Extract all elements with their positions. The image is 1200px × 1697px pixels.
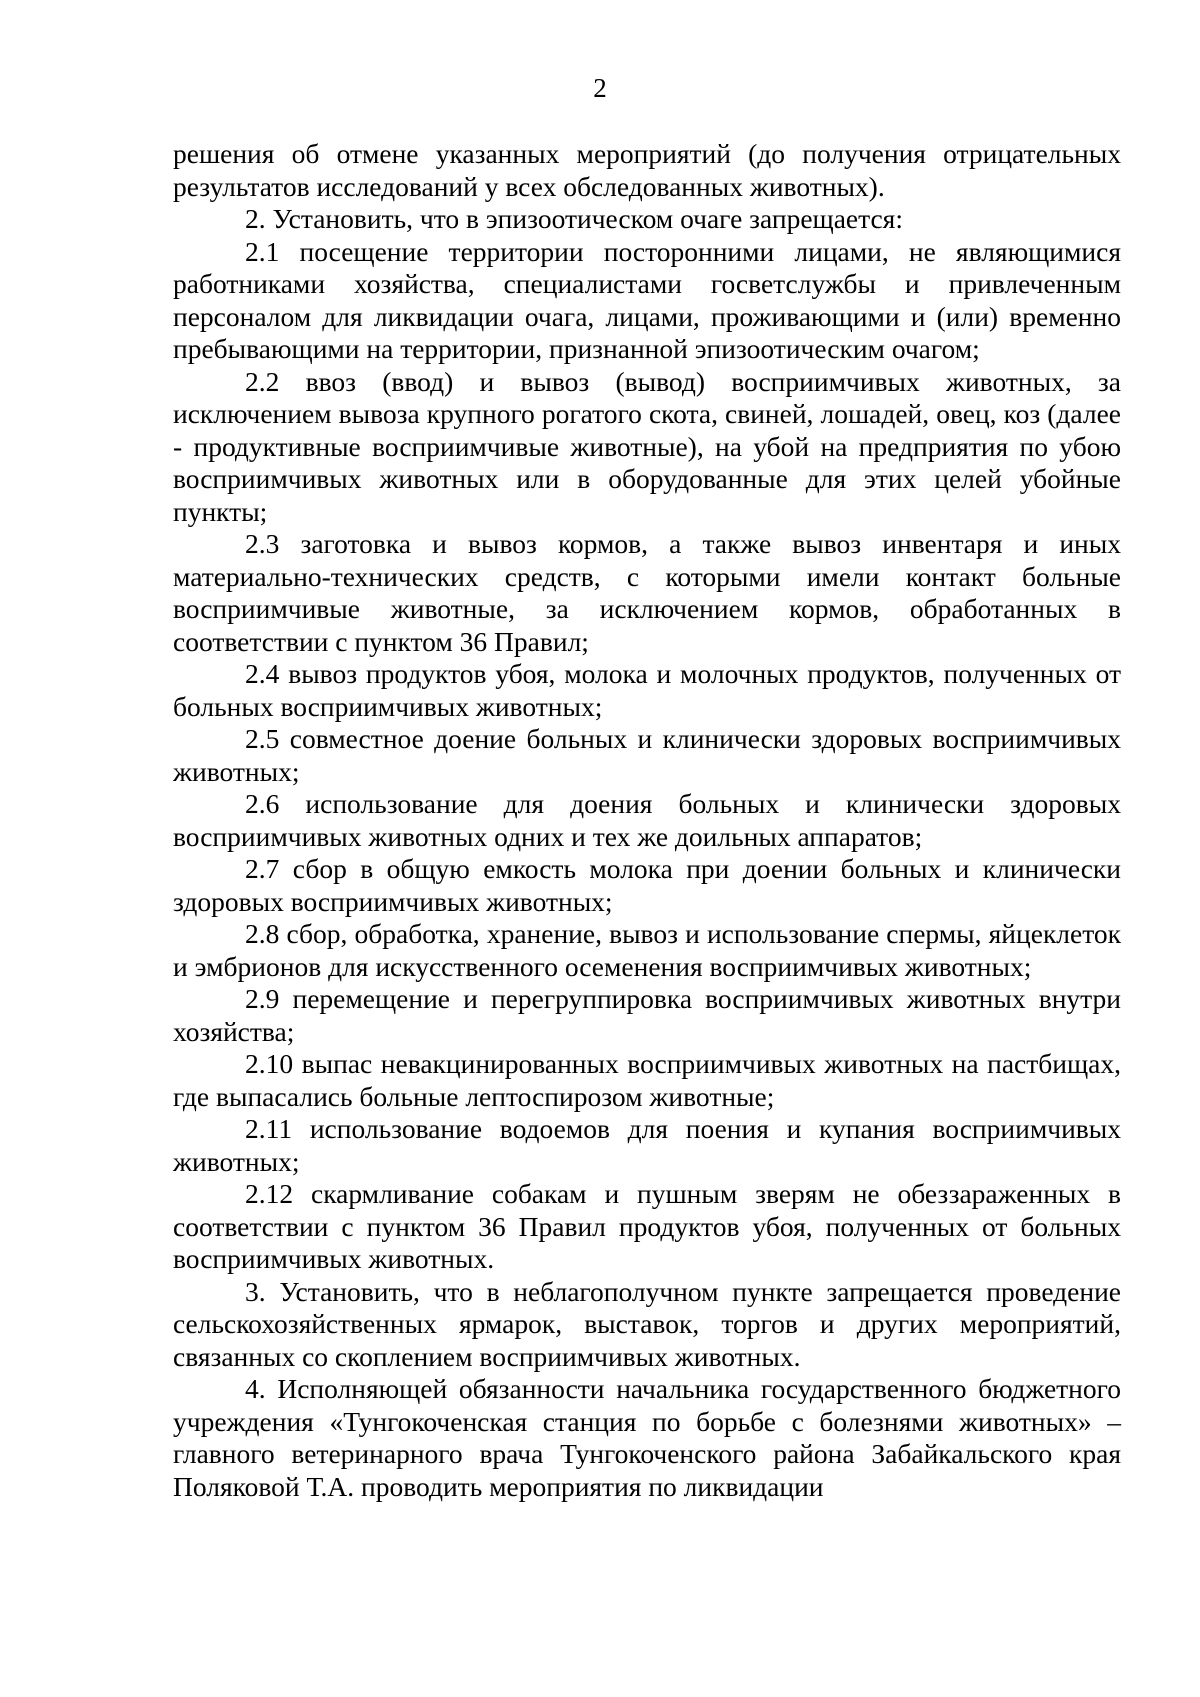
- paragraph-item-2-8: 2.8 сбор, обработка, хранение, вывоз и использование спермы, яйцеклеток и эмбрионов для искусственного осеменения восприимчивых животных;: [173, 918, 1121, 982]
- paragraph-item-2-4: 2.4 вывоз продуктов убоя, молока и молочных продуктов, полученных от больных восприимчивых животных;: [173, 658, 1121, 722]
- paragraph-item-2-2: 2.2 ввоз (ввод) и вывоз (вывод) восприимчивых животных, за исключением вывоза крупного рогатого скота, свиней, лошадей, овец, коз (далее - продуктивные восприимчивые животные), на убой на предприятия по убою восприимчивых животных или в оборудованные для этих целей убойные пункты;: [173, 365, 1121, 527]
- paragraph-item-2-6: 2.6 использование для доения больных и клинически здоровых восприимчивых животных одних и тех же доильных аппаратов;: [173, 788, 1121, 852]
- paragraph-item-2-3: 2.3 заготовка и вывоз кормов, а также вывоз инвентаря и иных материально-технических средств, с которыми имели контакт больные восприимчивые животные, за исключением кормов, обработанных в соответствии с пунктом 36 Правил;: [173, 528, 1121, 657]
- page-number: 2: [593, 73, 607, 103]
- paragraph-item-2-7: 2.7 сбор в общую емкость молока при доении больных и клинически здоровых восприимчивых животных;: [173, 853, 1121, 917]
- paragraph-item-2-10: 2.10 выпас невакцинированных восприимчивых животных на пастбищах, где выпасались больные лептоспирозом животные;: [173, 1048, 1121, 1112]
- paragraph-item-2-5: 2.5 совместное доение больных и клинически здоровых восприимчивых животных;: [173, 723, 1121, 787]
- paragraph-item-2-11: 2.11 использование водоемов для поения и купания восприимчивых животных;: [173, 1113, 1121, 1177]
- paragraph-continuation: решения об отмене указанных мероприятий (до получения отрицательных результатов исследований у всех обследованных животных).: [173, 138, 1121, 202]
- paragraph-item-4: 4. Исполняющей обязанности начальника государственного бюджетного учреждения «Тунгокоченская станция по борьбе с болезнями животных» – главного ветеринарного врача Тунгокоченского района Забайкальского края Поляковой Т.А. проводить мероприятия по ликвидации: [173, 1373, 1121, 1502]
- paragraph-item-2-1: 2.1 посещение территории посторонними лицами, не являющимися работниками хозяйства, специалистами госветслужбы и привлеченным персоналом для ликвидации очага, лицами, проживающими и (или) временно пребывающими на территории, признанной эпизоотическим очагом;: [173, 235, 1121, 364]
- paragraph-item-3: 3. Установить, что в неблагополучном пункте запрещается проведение сельскохозяйственных ярмарок, выставок, торгов и других мероприятий, связанных со скоплением восприимчивых животных.: [173, 1275, 1121, 1372]
- paragraph-item-2-12: 2.12 скармливание собакам и пушным зверям не обеззараженных в соответствии с пунктом 36 Правил продуктов убоя, полученных от больных восприимчивых животных.: [173, 1178, 1121, 1274]
- paragraph-item-2: 2. Установить, что в эпизоотическом очаге запрещается:: [245, 203, 903, 234]
- document-body: [173, 138, 1121, 1503]
- paragraph-item-2-9: 2.9 перемещение и перегруппировка восприимчивых животных внутри хозяйства;: [173, 983, 1121, 1047]
